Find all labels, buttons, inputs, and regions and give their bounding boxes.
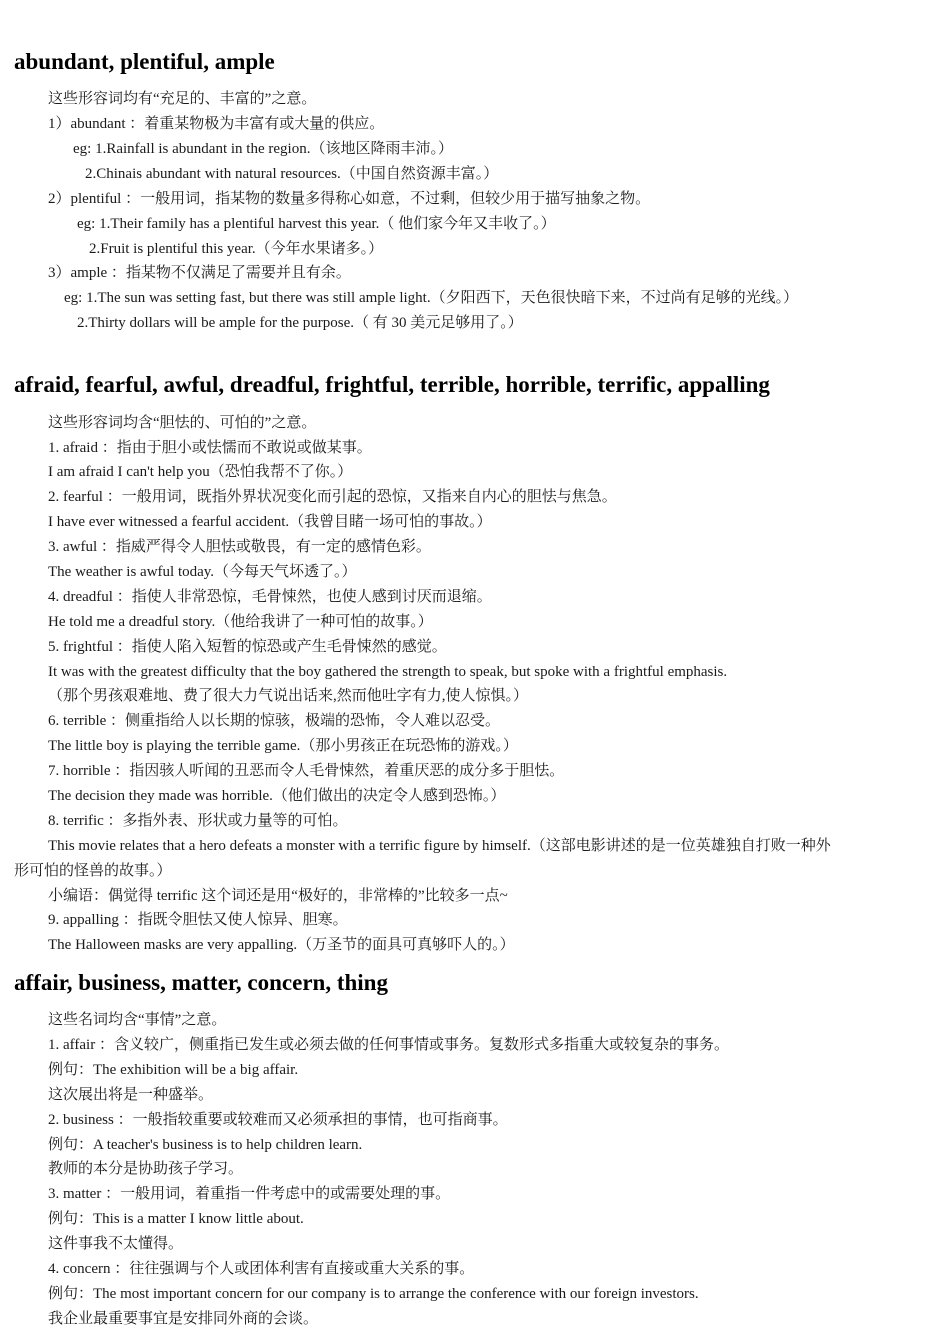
example-sentence: The little boy is playing the terrible game.（那小男孩正在玩恐怖的游戏。） (48, 738, 518, 754)
example-sentence: The decision they made was horrible.（他们做出的决定令人感到恐怖。） (48, 788, 506, 804)
example-sentence: I am afraid I can't help you（恐怕我帮不了你。） (48, 464, 353, 480)
definition-afraid: 1. afraid ：指由于胆小或怯懦而不敢说或做某事。 (48, 440, 372, 456)
example-sentence: 例句：The exhibition will be a big affair. (48, 1062, 299, 1078)
example-sentence: This movie relates that a hero defeats a monster with a terrific figure by himself.（这部电影讲述的是一位英雄独自打败一种外 (48, 838, 831, 854)
definition-appalling: 9. appalling ：指既令胆怯又使人惊异、胆寒。 (48, 912, 348, 928)
example-sentence: eg: 1.Rainfall is abundant in the region.（该地区降雨丰沛。） (73, 141, 453, 157)
example-sentence: 2.Thirty dollars will be ample for the purpose.（ 有 30 美元足够用了。） (77, 315, 523, 331)
section-intro: 这些形容词均含“胆怯的、可怕的”之意。 (48, 415, 317, 431)
editor-note: 小编语：偶觉得 terrific 这个词还是用“极好的，非常棒的”比较多一点~ (48, 888, 508, 904)
example-sentence: It was with the greatest difficulty that the boy gathered the strength to speak, but spoke with a frightful emphasis. (48, 664, 728, 680)
definition-frightful: 5. frightful ：指使人陷入短暂的惊恐或产生毛骨悚然的感觉。 (48, 639, 447, 655)
definition-affair: 1. affair ：含义较广，侧重指已发生或必须去做的任何事情或事务。复数形式多指重大或较复杂的事务。 (48, 1037, 729, 1053)
definition-terrible: 6. terrible ：侧重指给人以长期的惊骇，极端的恐怖，令人难以忍受。 (48, 713, 501, 729)
example-sentence: 例句：This is a matter I know little about. (48, 1211, 304, 1227)
section-intro: 这些名词均含“事情”之意。 (48, 1012, 227, 1028)
definition-horrible: 7. horrible ：指因骇人听闻的丑恶而令人毛骨悚然，着重厌恶的成分多于胆怯。 (48, 763, 565, 779)
example-translation: （那个男孩艰难地、费了很大力气说出话来,然而他吐字有力,使人惊惧。） (48, 688, 529, 704)
definition-fearful: 2. fearful ：一般用词，既指外界状况变化而引起的恐惊，又指来自内心的胆怯与焦急。 (48, 489, 617, 505)
definition-plentiful: 2）plentiful ：一般用词，指某物的数量多得称心如意，不过剩，但较少用于描写抽象之物。 (48, 191, 651, 207)
definition-dreadful: 4. dreadful ：指使人非常恐惊，毛骨悚然，也使人感到讨厌而退缩。 (48, 589, 492, 605)
example-sentence: 例句：The most important concern for our company is to arrange the conference with our foreign investors. (48, 1286, 699, 1302)
example-sentence: eg: 1.Their family has a plentiful harvest this year.（ 他们家今年又丰收了。） (77, 216, 556, 232)
example-translation: 这次展出将是一种盛举。 (48, 1087, 214, 1103)
section-heading-abundant: abundant, plentiful, ample (14, 49, 275, 74)
example-sentence: He told me a dreadful story.（他给我讲了一种可怕的故事。） (48, 614, 433, 630)
example-translation: 这件事我不太懂得。 (48, 1236, 184, 1252)
example-sentence: The Halloween masks are very appalling.（万圣节的面具可真够吓人的。） (48, 937, 515, 953)
definition-business: 2. business ：一般指较重要或较难而又必须承担的事情，也可指商事。 (48, 1112, 508, 1128)
section-intro: 这些形容词均有“充足的、丰富的”之意。 (48, 91, 317, 107)
example-sentence: eg: 1.The sun was setting fast, but there was still ample light.（夕阳西下，天色很快暗下来，不过尚有足够的光线。） (64, 290, 799, 306)
example-sentence: I have ever witnessed a fearful accident.（我曾目睹一场可怕的事故。） (48, 514, 492, 530)
section-heading-afraid: afraid, fearful, awful, dreadful, frightful, terrible, horrible, terrific, appalling (14, 372, 770, 397)
section-heading-affair: affair, business, matter, concern, thing (14, 970, 388, 995)
definition-abundant: 1）abundant ：着重某物极为丰富有或大量的供应。 (48, 116, 385, 132)
definition-concern: 4. concern ：往往强调与个人或团体利害有直接或重大关系的事。 (48, 1261, 475, 1277)
definition-terrific: 8. terrific ：多指外表、形状或力量等的可怕。 (48, 813, 348, 829)
definition-awful: 3. awful ：指威严得令人胆怯或敬畏，有一定的感情色彩。 (48, 539, 431, 555)
example-sentence: 2.Chinais abundant with natural resources.（中国自然资源丰富。） (85, 166, 499, 182)
definition-ample: 3）ample ：指某物不仅满足了需要并且有余。 (48, 265, 351, 281)
example-sentence: The weather is awful today.（今每天气坏透了。） (48, 564, 357, 580)
example-sentence-continued: 形可怕的怪兽的故事。） (14, 863, 172, 879)
example-translation: 教师的本分是协助孩子学习。 (48, 1161, 244, 1177)
example-sentence: 例句：A teacher's business is to help children learn. (48, 1137, 363, 1153)
definition-matter: 3. matter ：一般用词，着重指一件考虑中的或需要处理的事。 (48, 1186, 451, 1202)
example-sentence: 2.Fruit is plentiful this year.（今年水果诸多。） (89, 241, 384, 257)
example-translation: 我企业最重要事宜是安排同外商的会谈。 (48, 1311, 319, 1327)
